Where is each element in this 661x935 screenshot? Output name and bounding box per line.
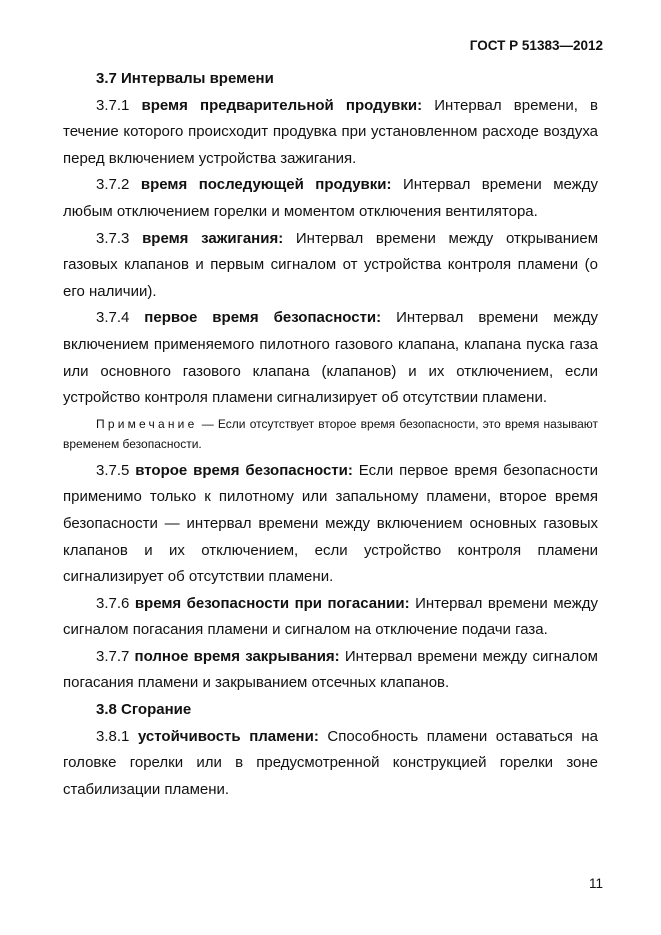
term-title: время безопасности при погасании: xyxy=(134,594,410,612)
term-number: 3.7.7 xyxy=(96,647,130,665)
term-definition: Способность пламени оставаться на головке горелки или в предусмотренной конструкцией горелки зоне стабилизации пламени. xyxy=(63,727,599,798)
term-definition: Если первое время безопасности применимо только к пилотному или запальному пламени, второе время безопасности — интервал времени между включением основных газовых клапанов и их отключением, если устройство контроля пламени сигнализирует об отсутствии пламени. xyxy=(63,461,599,586)
section-heading-3-7: 3.7 Интервалы времени xyxy=(96,70,274,87)
term-title: время последующей продувки: xyxy=(140,176,392,194)
document-header: ГОСТ Р 51383—2012 xyxy=(469,38,603,53)
section-heading-3-8: 3.8 Сгорание xyxy=(96,701,192,719)
term-title: первое время безопасности: xyxy=(144,309,382,327)
term-3-8-1 xyxy=(63,724,598,804)
term-3-7-1 xyxy=(63,93,598,173)
term-3-7-2 xyxy=(63,172,598,225)
term-3-7-5 xyxy=(63,458,598,591)
term-title: время зажигания: xyxy=(142,229,284,247)
term-number: 3.7.2 xyxy=(96,176,130,194)
note-label: Примечание xyxy=(96,416,198,431)
page-number: 11 xyxy=(588,876,603,891)
term-number: 3.7.4 xyxy=(96,309,130,327)
term-3-7-4 xyxy=(63,305,598,411)
term-title: полное время закрывания: xyxy=(134,647,340,665)
term-definition: Интервал времени, в течение которого происходит продувка при установленном расходе воздуха перед включением устройства зажигания. xyxy=(63,96,599,167)
term-3-7-6 xyxy=(63,591,598,644)
term-number: 3.7.5 xyxy=(96,461,130,479)
note-text: — Если отсутствует второе время безопасности, это время называют временем безопасности. xyxy=(63,416,598,452)
term-number: 3.7.1 xyxy=(96,96,130,114)
term-title: время предварительной продувки: xyxy=(141,96,423,114)
term-definition: Интервал времени между сигналом погасания пламени и закрыванием отсечных клапанов. xyxy=(63,647,598,692)
term-definition: Интервал времени между сигналом погасания пламени и сигналом на отключение подачи газа. xyxy=(63,594,599,639)
term-definition: Интервал времени между открыванием газовых клапанов и первым сигналом от устройства контроля пламени (о его наличии). xyxy=(63,229,599,300)
term-definition: Интервал времени между любым отключением горелки и моментом отключения вентилятора. xyxy=(63,176,599,220)
term-title: второе время безопасности: xyxy=(135,461,353,479)
term-number: 3.7.6 xyxy=(96,594,130,612)
term-definition: Интервал времени между включением применяемого пилотного газового клапана, клапана пуска газа или основного газового клапана (клапанов) и их отключением, если устройство контроля пламени сигнализирует об отсутствии пламени. xyxy=(63,309,598,407)
term-title: устойчивость пламени: xyxy=(137,727,319,745)
document-body xyxy=(63,66,598,803)
term-3-7-7 xyxy=(63,644,598,697)
term-3-7-3 xyxy=(63,226,598,306)
term-number: 3.7.3 xyxy=(96,229,130,247)
note-paragraph xyxy=(63,414,598,455)
term-number: 3.8.1 xyxy=(96,727,130,745)
